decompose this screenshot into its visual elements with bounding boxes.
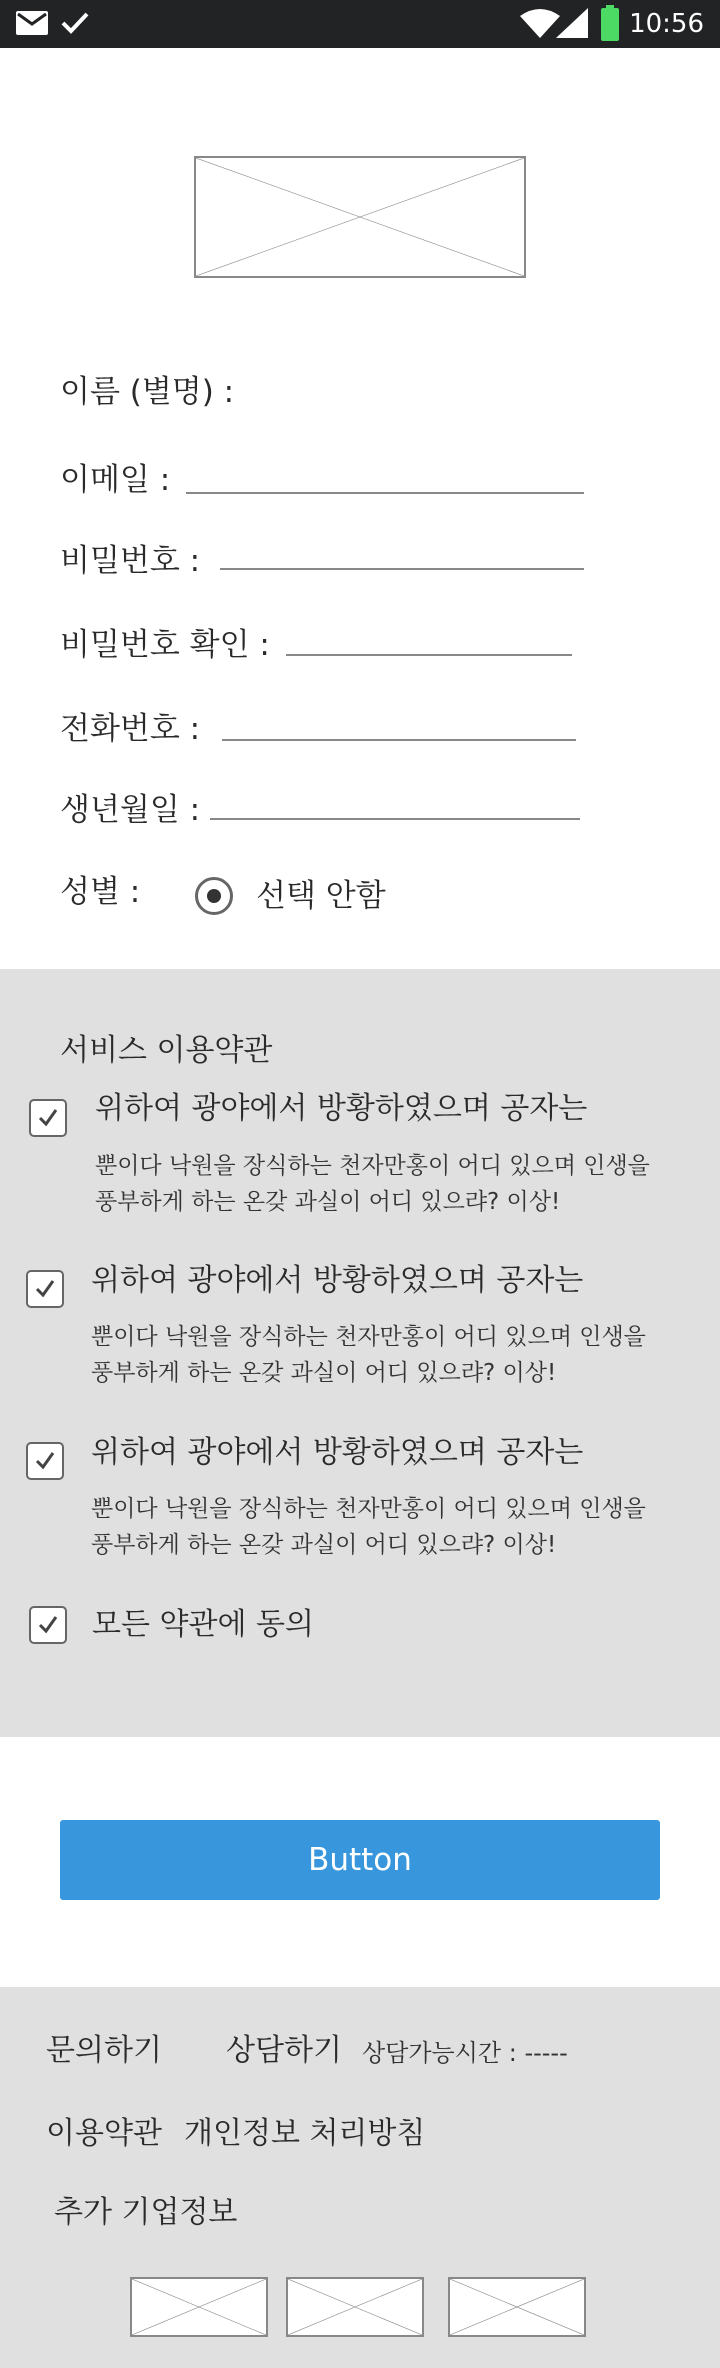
clock: 10:56 (629, 9, 704, 39)
logo-image-placeholder (194, 156, 526, 278)
terms-checkbox-1[interactable] (29, 1099, 67, 1137)
agree-all-checkbox[interactable] (29, 1606, 67, 1644)
consult-hours: 상담가능시간 : ----- (362, 2039, 568, 2067)
status-bar (0, 0, 720, 48)
terms-item-desc-line1: 뿐이다 낙원을 장식하는 천자만홍이 어디 있으며 인생을 (95, 1153, 650, 1179)
terms-heading: 서비스 이용약관 (60, 1033, 273, 1068)
password-confirm-field[interactable] (286, 654, 572, 656)
phone-field[interactable] (222, 739, 576, 741)
checkmark-icon (31, 1275, 59, 1303)
terms-checkbox-3[interactable] (26, 1442, 64, 1480)
radio-selected-dot (207, 889, 221, 903)
terms-item-desc-line1: 뿐이다 낙원을 장식하는 천자만홍이 어디 있으며 인생을 (91, 1324, 646, 1350)
wifi-icon (520, 8, 560, 38)
birthdate-label: 생년월일 : (60, 792, 201, 828)
terms-item-desc-line2: 풍부하게 하는 온갖 과실이 어디 있으랴? 이상! (95, 1189, 561, 1215)
password-field[interactable] (220, 568, 584, 570)
inquiry-link[interactable]: 문의하기 (46, 2033, 162, 2068)
checkmark-icon (31, 1447, 59, 1475)
company-info-link[interactable]: 추가 기업정보 (54, 2195, 238, 2230)
battery-icon (601, 5, 619, 41)
email-label: 이메일 : (60, 462, 171, 498)
consult-link[interactable]: 상담하기 (226, 2033, 342, 2068)
privacy-policy-link[interactable]: 개인정보 처리방침 (184, 2116, 426, 2151)
footer-image-placeholder-1 (130, 2277, 268, 2337)
agree-all-label[interactable]: 모든 약관에 동의 (92, 1607, 314, 1642)
gender-radio-none[interactable] (195, 877, 233, 915)
phone-label: 전화번호 : (60, 711, 201, 747)
gender-label: 성별 : (60, 874, 141, 910)
gender-option-label[interactable]: 선택 안함 (256, 878, 386, 914)
terms-of-use-link[interactable]: 이용약관 (46, 2116, 162, 2151)
email-field[interactable] (186, 492, 584, 494)
terms-item-title: 위하여 광야에서 방황하였으며 공자는 (91, 1263, 584, 1298)
footer (0, 1987, 720, 2368)
name-label: 이름 (별명) : (60, 374, 235, 410)
terms-item-title: 위하여 광야에서 방황하였으며 공자는 (91, 1435, 584, 1470)
birthdate-field[interactable] (210, 818, 580, 820)
checkmark-icon (34, 1104, 62, 1132)
submit-button[interactable]: Button (60, 1820, 660, 1900)
terms-item-title: 위하여 광야에서 방황하였으며 공자는 (95, 1091, 588, 1126)
check-icon (60, 10, 90, 36)
signal-icon (556, 8, 588, 38)
password-label: 비밀번호 : (60, 543, 201, 579)
terms-checkbox-2[interactable] (26, 1270, 64, 1308)
terms-item-desc-line2: 풍부하게 하는 온갖 과실이 어디 있으랴? 이상! (91, 1360, 557, 1386)
mail-icon (16, 11, 48, 35)
footer-image-placeholder-2 (286, 2277, 424, 2337)
checkmark-icon (34, 1611, 62, 1639)
password-confirm-label: 비밀번호 확인 : (60, 627, 270, 663)
terms-item-desc-line1: 뿐이다 낙원을 장식하는 천자만홍이 어디 있으며 인생을 (91, 1496, 646, 1522)
footer-image-placeholder-3 (448, 2277, 586, 2337)
terms-item-desc-line2: 풍부하게 하는 온갖 과실이 어디 있으랴? 이상! (91, 1532, 557, 1558)
terms-section (0, 969, 720, 1737)
